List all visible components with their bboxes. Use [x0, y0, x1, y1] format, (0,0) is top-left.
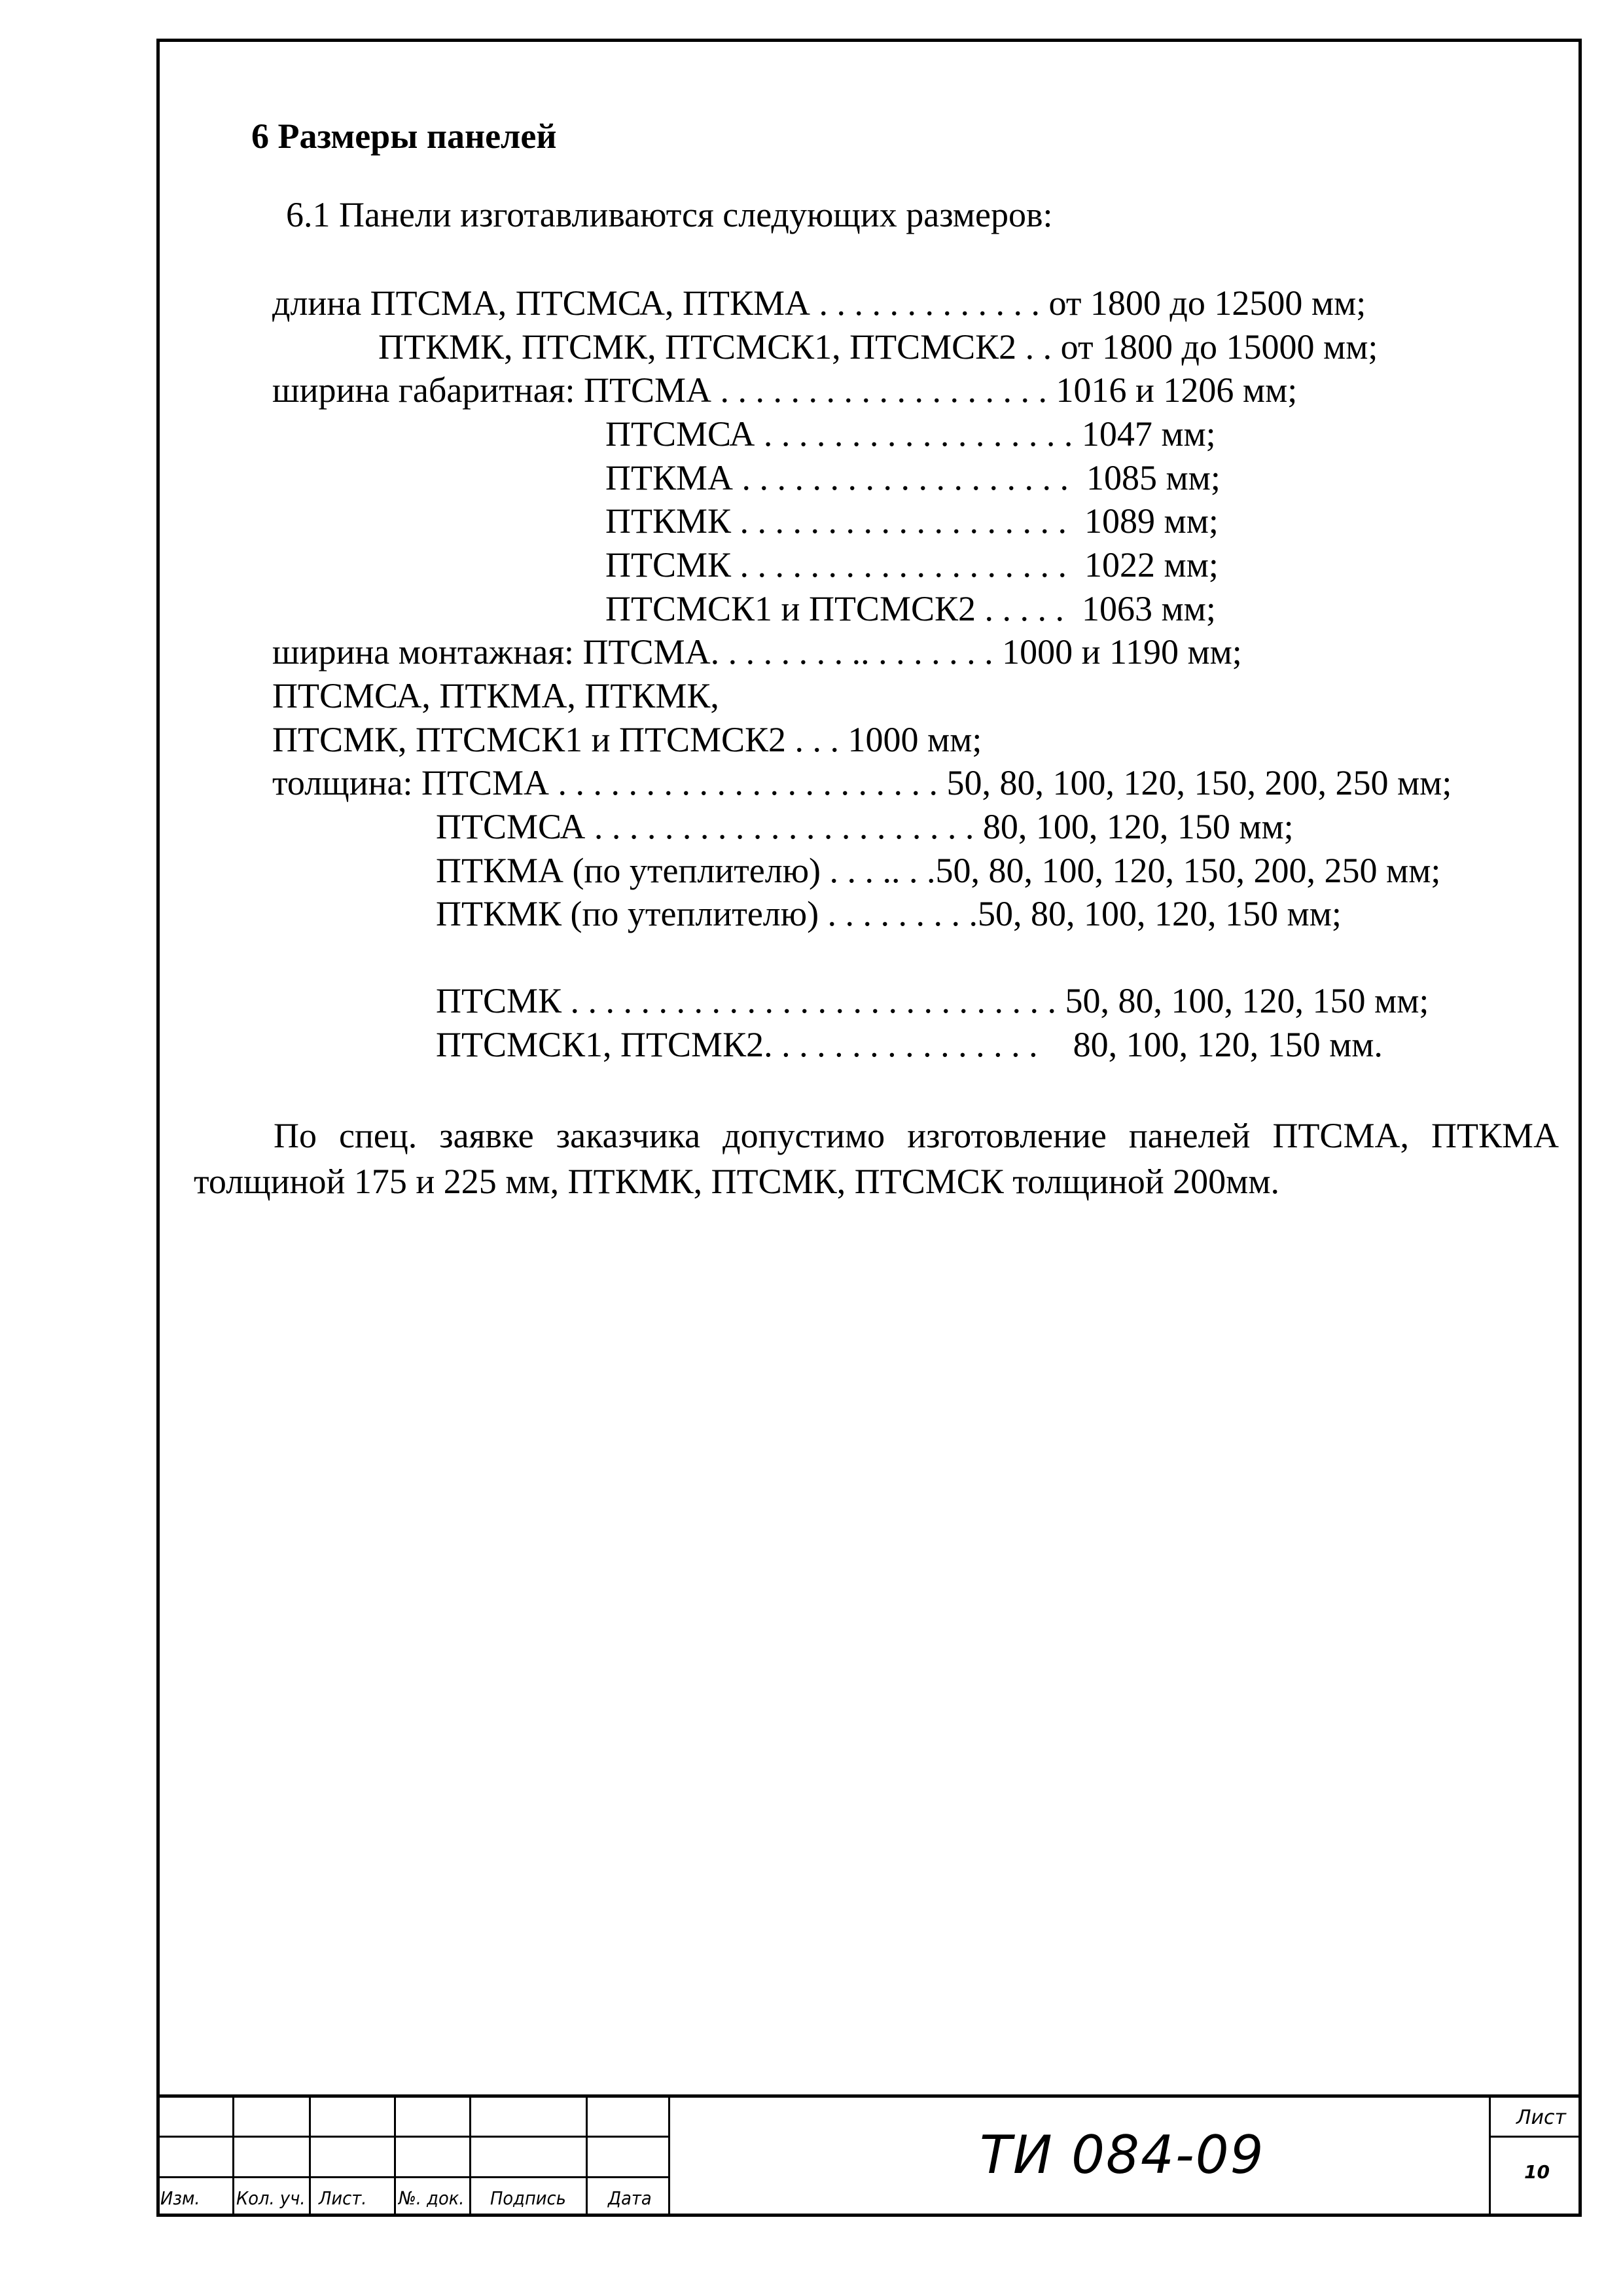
thickness-row: ПТКМА (по утеплителю) . . . .. . .50, 80, 100, 120, 150, 200, 250 мм; [436, 851, 1441, 890]
overall-width-row: ПТКМА . . . . . . . . . . . . . . . . . . . 1085 мм; [605, 458, 1221, 497]
stamp-col-label: Дата [608, 2187, 652, 2209]
sheet-label: Лист [1516, 2106, 1567, 2129]
mounting-width-line-1: ширина монтажная: ПТСМА. . . . . . . . .. . . . . . . . 1000 и 1190 мм; [272, 632, 1242, 672]
stamp-col-label: Подпись [490, 2187, 566, 2209]
thickness-row: ПТКМК (по утеплителю) . . . . . . . . .50, 80, 100, 120, 150 мм; [436, 894, 1342, 933]
mounting-width-line-2: ПТСМСА, ПТКМА, ПТКМК, [272, 676, 719, 715]
section-intro: 6.1 Панели изготавливаются следующих размеров: [286, 195, 1053, 234]
stamp-col-label: №. док. [399, 2187, 465, 2209]
length-line-1: длина ПТСМА, ПТСМСА, ПТКМА . . . . . . . . . . . . . от 1800 до 12500 мм; [272, 283, 1366, 323]
thickness-row: ПТСМСК1, ПТСМК2. . . . . . . . . . . . . . . . 80, 100, 120, 150 мм. [436, 1025, 1383, 1064]
document-code: ТИ 084-09 [980, 2125, 1265, 2185]
thickness-line-1: толщина: ПТСМА . . . . . . . . . . . . . . . . . . . . . . 50, 80, 100, 120, 150, 200, 250 мм; [272, 763, 1452, 802]
thickness-row: ПТСМК . . . . . . . . . . . . . . . . . . . . . . . . . . . . 50, 80, 100, 120, 150 мм; [436, 981, 1429, 1020]
overall-width-row: ПТСМСА . . . . . . . . . . . . . . . . . . 1047 мм; [605, 414, 1216, 454]
overall-width-line-1: ширина габаритная: ПТСМА . . . . . . . . . . . . . . . . . . . 1016 и 1206 мм; [272, 370, 1298, 410]
mounting-width-line-3: ПТСМК, ПТСМСК1 и ПТСМСК2 . . . 1000 мм; [272, 720, 982, 759]
overall-width-row: ПТСМСК1 и ПТСМСК2 . . . . . 1063 мм; [605, 589, 1216, 628]
overall-width-row: ПТСМК . . . . . . . . . . . . . . . . . . . 1022 мм; [605, 545, 1219, 584]
special-order-note: По спец. заявке заказчика допустимо изготовление панелей ПТСМА, ПТКМА толщиной 175 и 225 мм, ПТКМК, ПТСМК, ПТСМСК толщиной 200мм. [194, 1116, 1559, 1201]
title-block [156, 2094, 1582, 2217]
stamp-col-label: Кол. уч. [236, 2187, 306, 2209]
thickness-row: ПТСМСА . . . . . . . . . . . . . . . . . . . . . . 80, 100, 120, 150 мм; [436, 807, 1294, 846]
stamp-col-label: Изм. [160, 2187, 200, 2209]
section-heading: 6 Размеры панелей [251, 117, 557, 156]
overall-width-row: ПТКМК . . . . . . . . . . . . . . . . . . . 1089 мм; [605, 501, 1219, 541]
length-line-2: ПТКМК, ПТСМК, ПТСМСК1, ПТСМСК2 . . от 1800 до 15000 мм; [378, 327, 1378, 367]
sheet-number: 10 [1524, 2161, 1550, 2183]
stamp-col-label: Лист. [319, 2187, 367, 2209]
